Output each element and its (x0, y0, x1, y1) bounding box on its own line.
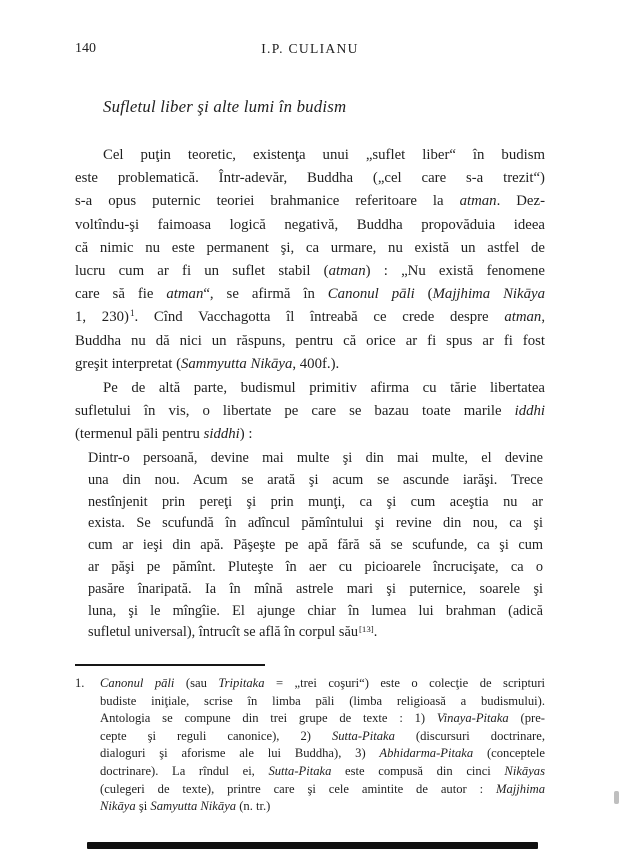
text-run: cum ar ieşi din apă. Păşeşte pe apă fără să se scufunde, ca şi cum (88, 537, 543, 554)
scan-noise-mark (614, 791, 619, 804)
text-run: este compusă din cinci (331, 763, 505, 778)
footnote (75, 675, 545, 816)
text-run: . (373, 624, 378, 641)
italic-term: Samyutta Nikāya (150, 799, 237, 814)
text-line (75, 423, 545, 446)
text-run: = „trei coşuri“) este o colecţie de scripturi (264, 676, 545, 690)
text-run: . Cînd Vacchagotta îl întreabă ce crede despre (134, 309, 505, 326)
text-run: (culegeri de texte), printre care şi cele amintite de autor : (100, 781, 497, 796)
text-run: s-a opus puternic teoriei brahmanice referitoare la (75, 193, 460, 210)
text-run: şi (135, 799, 151, 814)
text-line (88, 535, 543, 557)
text-run: sufletul universal), întrucît se află în corpul său (88, 624, 358, 641)
text-run: ( (414, 286, 433, 303)
text-line (75, 781, 545, 799)
footnote-marker: 1. (75, 676, 85, 690)
text-run: , (541, 309, 545, 326)
text-line (88, 470, 543, 492)
text-line (75, 190, 545, 213)
italic-term: Sutta-Pitaka (331, 728, 395, 743)
text-run: exista. Se scufundă în adîncul pămîntului şi revine din nou, ca şi (88, 515, 543, 532)
text-run: (n. tr.) (236, 799, 271, 814)
text-line (75, 745, 545, 763)
text-line (75, 330, 545, 353)
text-run: una din nou. Acum se arată şi acum se ascunde iarăşi. Trece (88, 471, 543, 488)
text-run: nestînjenit prin pereţi şi prin munţi, ca şi cum aceştia nu ar (88, 493, 543, 510)
text-line (75, 798, 545, 816)
text-line (88, 557, 543, 579)
italic-term: iddhi (514, 403, 545, 420)
text-line (75, 693, 545, 711)
text-run: luna, şi le mîngîie. El ajunge chiar în lumea lui brahman (adică (88, 602, 543, 619)
italic-term: Vinaya-Pitaka (436, 711, 509, 726)
text-line (75, 763, 545, 781)
italic-term: Canonul pāli (327, 286, 415, 303)
text-run: budiste iniţiale, scrise în limba pāli (limba religioasă a budismului). (100, 693, 545, 708)
footnote-rule (75, 664, 265, 666)
text-line (75, 144, 545, 167)
italic-term: Abhidarma-Pitaka (379, 746, 474, 761)
italic-term: Tripitaka (218, 676, 265, 690)
text-line (75, 167, 545, 190)
text-run: , 400f.). (292, 355, 340, 372)
italic-term: atman (166, 286, 204, 303)
page-number: 140 (75, 41, 96, 56)
text-run: doctrinare). La rîndul ei, (100, 763, 269, 778)
italic-term: atman (504, 309, 542, 326)
text-run: (termenul pāli pentru (75, 426, 204, 443)
italic-term: atman (328, 262, 366, 279)
text-run: (discursuri doctrinare, (394, 728, 545, 743)
paragraph-1 (75, 144, 545, 376)
text-run: pasăre înaripată. Ia în mînă astrele mari şi puternice, soarele şi (88, 580, 543, 597)
text-run: este problematică. Într-adevăr, Buddha („cel care s-a trezit“) (75, 170, 545, 187)
running-head: I.P. CULIANU (261, 41, 359, 56)
text-run: (pre- (508, 711, 545, 726)
section-title: Sufletul liber şi alte lumi în budism (103, 97, 347, 116)
text-run: că nimic nu este permanent şi, ca urmare, nu există un astfel de (75, 239, 545, 256)
italic-term: siddhi (203, 426, 240, 443)
text-line (88, 622, 543, 644)
text-run: dialoguri şi aforisme ale lui Buddha), 3) (100, 746, 380, 761)
text-line (75, 400, 545, 423)
paragraph-2 (75, 377, 545, 447)
text-run: ) : „Nu există fenomene (365, 262, 545, 279)
text-line (75, 283, 545, 306)
text-run: “, se afirmă în (203, 286, 328, 303)
text-run: . Dez- (496, 193, 545, 210)
italic-term: Majjhima Nikāya (432, 286, 545, 303)
text-line (88, 513, 543, 535)
text-run: Dintr-o persoană, devine mai multe şi din mai multe, el devine (88, 450, 543, 466)
text-line (75, 306, 545, 329)
text-run: greşit interpretat ( (75, 355, 181, 372)
text-run: Pe de altă parte, budismul primitiv afirma cu tărie libertatea (103, 380, 545, 396)
text-line (75, 710, 545, 728)
text-run: sufletului în vis, o libertate pe care se bazau toate marile (75, 403, 515, 420)
text-run: lucru cum ar fi un suflet stabil ( (75, 262, 329, 279)
superscript-reference: 1 (129, 308, 135, 319)
text-run: ) : (239, 426, 253, 443)
text-run: Cel puţin teoretic, existenţa unui „suflet liber“ în budism (103, 147, 545, 163)
text-run: Buddha nu dă nici un răspuns, pentru că orice ar fi spus ar fi fost (75, 332, 545, 349)
text-line (88, 601, 543, 623)
italic-term: Canonul pāli (100, 676, 175, 690)
italic-term: Sutta-Pitaka (268, 763, 332, 778)
text-run: (sau (174, 676, 219, 690)
text-run: care să fie (75, 286, 167, 303)
text-line (88, 492, 543, 514)
text-line (75, 675, 545, 693)
text-line (75, 377, 545, 400)
text-line (88, 448, 543, 470)
italic-term: Sammyutta Nikāya (181, 355, 293, 372)
superscript-reference: [13] (358, 623, 374, 634)
text-line (75, 260, 545, 283)
text-line (75, 237, 545, 260)
text-line (75, 353, 545, 376)
italic-term: Majjhima (496, 781, 545, 796)
text-line (75, 214, 545, 237)
text-line (75, 728, 545, 746)
italic-term: atman (459, 193, 497, 210)
italic-term: Nikāyas (504, 763, 545, 778)
italic-term: Nikāya (100, 799, 136, 814)
text-run: Antologia se compune din trei grupe de texte : 1) (100, 711, 437, 726)
text-line (88, 579, 543, 601)
text-run: 1, 230) (75, 309, 129, 326)
text-run: ar păşi pe pămînt. Pluteşte în aer cu picioarele încrucişate, ca o (88, 558, 543, 575)
page-header (75, 41, 545, 59)
text-run: (conceptele (473, 746, 545, 761)
text-run: cepte şi reguli canonice), 2) (100, 728, 332, 743)
scan-artifact-bar (87, 842, 538, 849)
blockquote (88, 448, 543, 644)
text-run: voltîndu-şi faimoasa logică negativă, Buddha propovăduia ideea (75, 216, 545, 233)
